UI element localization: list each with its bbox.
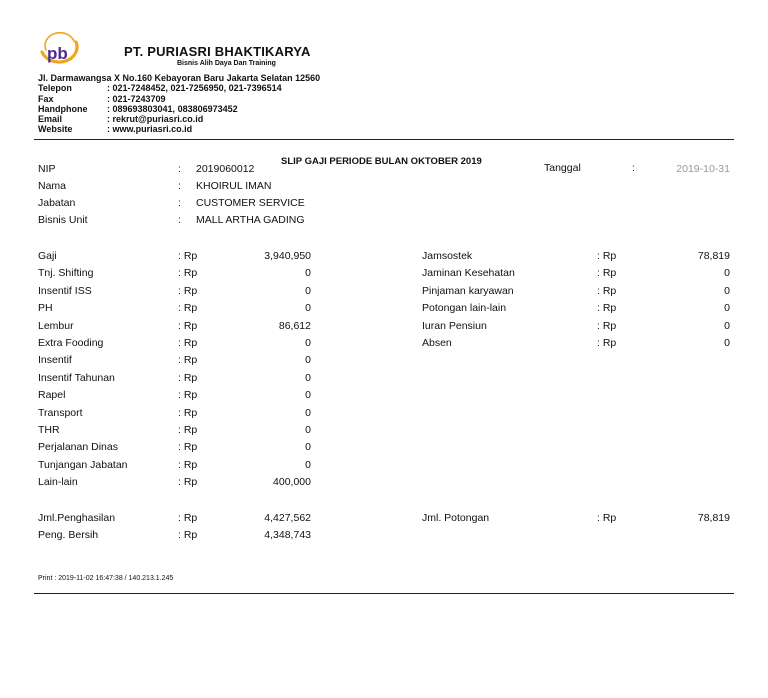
contact-label: Website bbox=[38, 124, 73, 134]
earning-amount: 0 bbox=[305, 424, 311, 436]
earning-currency: : Rp bbox=[178, 371, 198, 384]
company-address: Jl. Darmawangsa X No.160 Kebayoran Baru Jakarta Selatan 12560 bbox=[38, 73, 321, 83]
employee-value: MALL ARTHA GADING bbox=[196, 214, 305, 226]
footer-divider bbox=[34, 593, 734, 594]
earning-label: Lembur bbox=[38, 319, 74, 332]
date-label: Tanggal bbox=[544, 162, 581, 174]
earning-amount: 400,000 bbox=[273, 476, 311, 489]
deduction-amount: 0 bbox=[724, 319, 730, 332]
contact-value: : www.puriasri.co.id bbox=[107, 124, 193, 134]
earning-currency: : Rp bbox=[178, 284, 198, 297]
earning-currency: : Rp bbox=[178, 267, 198, 280]
contact-value: : rekrut@puriasri.co.id bbox=[107, 114, 204, 124]
earning-currency: : Rp bbox=[178, 319, 198, 332]
earning-currency: : Rp bbox=[178, 250, 198, 262]
earning-amount: 0 bbox=[305, 389, 311, 402]
deduction-label: Pinjaman karyawan bbox=[422, 284, 514, 297]
employee-label: NIP bbox=[38, 163, 56, 175]
employee-label: Bisnis Unit bbox=[38, 214, 88, 226]
employee-label: Jabatan bbox=[38, 197, 76, 209]
company-logo bbox=[36, 32, 88, 72]
earning-currency: : Rp bbox=[178, 406, 198, 419]
deduction-total-currency: : Rp bbox=[597, 512, 617, 524]
earning-label: Transport bbox=[38, 406, 83, 419]
company-name: PT. PURIASRI BHAKTIKARYA bbox=[124, 44, 311, 59]
deduction-label: Potongan lain-lain bbox=[422, 302, 507, 315]
gross-total-amount: 4,427,562 bbox=[264, 512, 311, 524]
deduction-currency: : Rp bbox=[597, 267, 617, 280]
print-info: Print : 2019-11-02 16:47:38 / 140.213.1.245 bbox=[38, 575, 174, 582]
employee-colon: : bbox=[178, 197, 181, 209]
earning-amount: 0 bbox=[305, 441, 311, 454]
earning-label: THR bbox=[38, 424, 60, 436]
deduction-total-label: Jml. Potongan bbox=[422, 512, 490, 524]
earning-amount: 0 bbox=[305, 337, 311, 349]
date-value: 2019-10-31 bbox=[676, 163, 730, 175]
earning-amount: 0 bbox=[305, 267, 311, 280]
deduction-amount: 0 bbox=[724, 337, 730, 349]
earning-label: Rapel bbox=[38, 389, 66, 402]
employee-colon: : bbox=[178, 214, 181, 226]
deduction-amount: 0 bbox=[724, 267, 730, 280]
deduction-amount: 0 bbox=[724, 302, 730, 315]
deduction-currency: : Rp bbox=[597, 284, 617, 297]
slip-title: SLIP GAJI PERIODE BULAN OKTOBER 2019 bbox=[281, 156, 482, 167]
deduction-currency: : Rp bbox=[597, 250, 617, 262]
earning-currency: : Rp bbox=[178, 441, 198, 454]
earning-currency: : Rp bbox=[178, 424, 198, 436]
contact-value: : 089693803041, 083806973452 bbox=[107, 104, 238, 114]
deduction-label: Jamsostek bbox=[422, 250, 473, 262]
earning-label: Lain-lain bbox=[38, 476, 78, 489]
company-tagline: Bisnis Alih Daya Dan Training bbox=[177, 60, 276, 67]
deduction-currency: : Rp bbox=[597, 302, 617, 315]
earning-label: Insentif ISS bbox=[38, 284, 92, 297]
earning-label: PH bbox=[38, 302, 53, 315]
contact-label: Fax bbox=[38, 94, 54, 104]
earning-amount: 86,612 bbox=[278, 319, 311, 332]
net-pay-amount: 4,348,743 bbox=[264, 529, 311, 541]
date-colon: : bbox=[632, 162, 635, 174]
deduction-amount: 78,819 bbox=[697, 250, 730, 262]
employee-value: CUSTOMER SERVICE bbox=[196, 197, 305, 209]
earning-currency: : Rp bbox=[178, 476, 198, 489]
contact-value: : 021-7243709 bbox=[107, 94, 166, 104]
earning-label: Gaji bbox=[38, 250, 57, 262]
earning-label: Tnj. Shifting bbox=[38, 267, 94, 280]
earning-currency: : Rp bbox=[178, 302, 198, 315]
employee-label: Nama bbox=[38, 180, 67, 192]
earning-currency: : Rp bbox=[178, 337, 198, 349]
earning-amount: 0 bbox=[305, 371, 311, 384]
deduction-label: Iuran Pensiun bbox=[422, 319, 487, 332]
deduction-total-amount: 78,819 bbox=[697, 512, 730, 524]
employee-value: KHOIRUL IMAN bbox=[196, 180, 272, 192]
deduction-currency: : Rp bbox=[597, 337, 617, 349]
contact-value: : 021-7248452, 021-7256950, 021-7396514 bbox=[107, 83, 282, 93]
earning-amount: 0 bbox=[305, 458, 311, 471]
contact-label: Handphone bbox=[38, 104, 88, 114]
earning-currency: : Rp bbox=[178, 354, 198, 367]
employee-colon: : bbox=[178, 180, 181, 192]
earning-currency: : Rp bbox=[178, 458, 198, 471]
earning-amount: 0 bbox=[305, 284, 311, 297]
deduction-label: Jaminan Kesehatan bbox=[422, 267, 515, 280]
net-pay-currency: : Rp bbox=[178, 529, 198, 541]
contact-label: Telepon bbox=[38, 83, 72, 93]
earning-label: Extra Fooding bbox=[38, 337, 104, 349]
earning-amount: 0 bbox=[305, 406, 311, 419]
earning-amount: 0 bbox=[305, 302, 311, 315]
header-divider bbox=[34, 139, 734, 140]
contact-label: Email bbox=[38, 114, 63, 124]
earning-label: Perjalanan Dinas bbox=[38, 441, 118, 454]
logo-text: pb bbox=[47, 44, 68, 63]
gross-total-label: Jml.Penghasilan bbox=[38, 512, 116, 524]
earning-amount: 0 bbox=[305, 354, 311, 367]
earning-label: Insentif Tahunan bbox=[38, 371, 115, 384]
deduction-label: Absen bbox=[422, 337, 452, 349]
gross-total-currency: : Rp bbox=[178, 512, 198, 524]
deduction-currency: : Rp bbox=[597, 319, 617, 332]
earning-label: Tunjangan Jabatan bbox=[38, 458, 128, 471]
net-pay-label: Peng. Bersih bbox=[38, 529, 99, 541]
deduction-amount: 0 bbox=[724, 284, 730, 297]
employee-value: 2019060012 bbox=[196, 163, 255, 175]
employee-colon: : bbox=[178, 163, 181, 175]
earning-label: Insentif bbox=[38, 354, 72, 367]
earning-amount: 3,940,950 bbox=[264, 250, 311, 262]
earning-currency: : Rp bbox=[178, 389, 198, 402]
